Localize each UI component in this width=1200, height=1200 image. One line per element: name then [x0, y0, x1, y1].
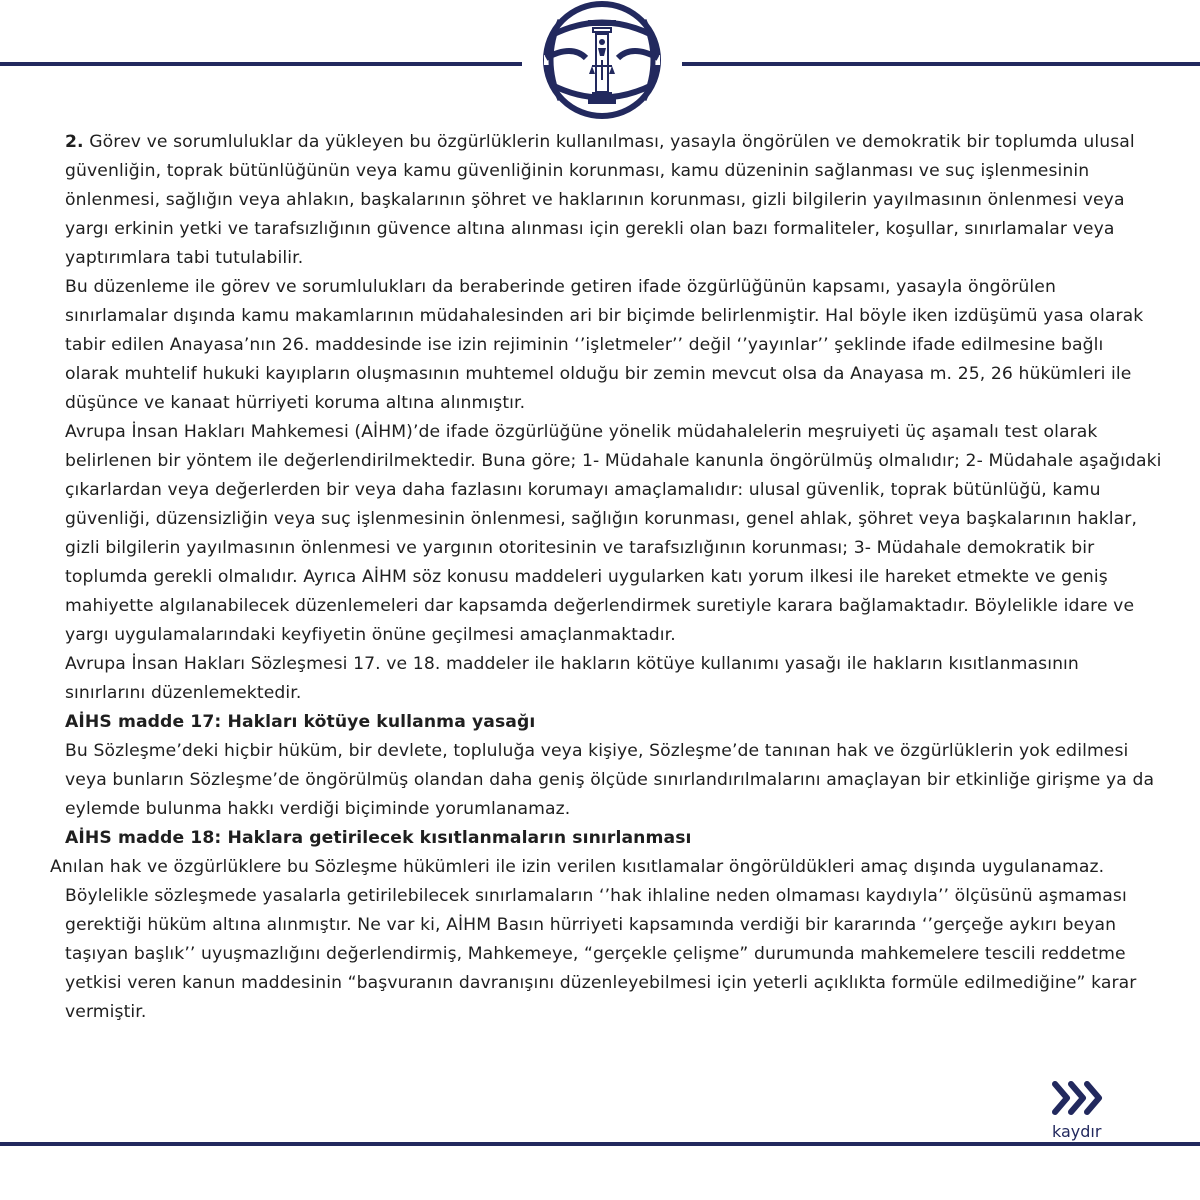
paragraph-6: Anılan hak ve özgürlüklere bu Sözleşme hükümleri ile izin verilen kısıtlamalar öngörüldükleri amaç dışında uygulanamaz.	[50, 857, 1105, 877]
paragraph-text: Görev ve sorumluluklar da yükleyen bu özgürlüklerin kullanılması, yasayla öngörülen ve demokratik bir toplumda ulusal güvenliğin, toprak bütünlüğünün veya kamu güvenliğinin korunması, kamu düzeninin sağlanması ve suç işlenmesinin önlenmesi, sağlığın veya ahlakın, başkalarının şöhret ve haklarının korunması, gizli bilgilerin yayılmasının önlenmesi veya yargı erkinin yetki ve tarafsızlığının güvence altına alınması için gerekli olan bazı formaliteler, koşullar, sınırlamalar veya yaptırımlara tabi tutulabilir.	[65, 132, 1135, 268]
paragraph-3: Avrupa İnsan Hakları Mahkemesi (AİHM)’de ifade özgürlüğüne yönelik müdahalelerin meşruiyeti üç aşamalı test olarak belirlenen bir yöntem ile değerlendirilmektedir. Buna göre; 1- Müdahale kanunla öngörülmüş olmalıdır; 2- Müdahale aşağıdaki çıkarlardan veya değerlerden bir veya daha fazlasını korumayı amaçlamalıdır: ulusal güvenlik, toprak bütünlüğü, kamu güvenliği, düzensizliğin veya suç işlenmesinin önlenmesi, sağlığın korunması, genel ahlak, şöhret veya başkalarının haklar, gizli bilgilerin yayılmasının önlenmesi ve yargının otoritesinin ve tarafsızlığının korunması; 3- Müdahale demokratik bir toplumda gerekli olmalıdır. Ayrıca AİHM söz konusu maddeleri uygularken katı yorum ilkesi ile hareket etmekte ve geniş mahiyette algılanabilecek düzenlemeleri dar kapsamda değerlendirmek suretiyle karara bağlamaktadır. Böylelikle idare ve yargı uygulamalarındaki keyfiyetin önüne geçilmesi amaçlanmaktadır.	[65, 422, 1162, 645]
logo	[522, 0, 682, 120]
paragraph-5: Bu Sözleşme’deki hiçbir hüküm, bir devlete, topluluğa veya kişiye, Sözleşme’de tanınan hak ve özgürlüklerin yok edilmesi veya bunların Sözleşme’de öngörülmüş olandan daha geniş ölçüde sınırlandırılmalarını amaçlayan bir etkinliğe girişme ya da eylemde bulunma hakkı verdiği biçiminde yorumlanamaz.	[65, 741, 1155, 819]
heading-article-17: AİHS madde 17: Hakları kötüye kullanma yasağı	[65, 712, 536, 732]
paragraph-1	[40, 128, 1162, 273]
bottom-divider	[0, 1142, 1200, 1146]
paragraph-number: 2.	[65, 132, 84, 152]
heading-article-18: AİHS madde 18: Haklara getirilecek kısıtlanmaların sınırlanması	[65, 828, 692, 848]
triple-chevron-right-icon	[1052, 1080, 1106, 1116]
article-body	[40, 128, 1162, 1027]
swipe-label: kaydır	[1052, 1122, 1102, 1141]
paragraph-4: Avrupa İnsan Hakları Sözleşmesi 17. ve 18. maddeler ile hakların kötüye kullanımı yasağı ile hakların kısıtlanmasının sınırlarını düzenlemektedir.	[65, 654, 1079, 703]
swipe-next-button[interactable]	[1040, 1076, 1120, 1146]
paragraph-2: Bu düzenleme ile görev ve sorumlulukları da beraberinde getiren ifade özgürlüğünün kapsamı, yasayla öngörülen sınırlamalar dışında kamu makamlarının müdahalesinden ari bir biçimde belirlenmiştir. Hal böyle iken izdüşümü yasa olarak tabir edilen Anayasa’nın 26. maddesinde ise izin rejiminin ‘’işletmeler’’ değil ‘’yayınlar’’ şeklinde ifade edilmesine bağlı olarak muhtelif hukuki kayıpların oluşmasının muhtemel olduğu bir zemin mevcut olsa da Anayasa m. 25, 26 hükümleri ile düşünce ve kanaat hürriyeti koruma altına alınmıştır.	[65, 277, 1144, 413]
globe-scales-of-justice-logo-icon	[522, 0, 682, 120]
paragraph-7: Böylelikle sözleşmede yasalarla getirilebilecek sınırlamaların ‘’hak ihlaline neden olmaması kaydıyla’’ ölçüsünü aşmaması gerektiği hüküm altına alınmıştır. Ne var ki, AİHM Basın hürriyeti kapsamında verdiği bir kararında ‘’gerçeğe aykırı beyan taşıyan başlık’’ uyuşmazlığını değerlendirmiş, Mahkemeye, “gerçekle çelişme” durumunda mahkemelere tescili reddetme yetkisi veren kanun maddesinin “başvuranın davranışını düzenleyebilmesi için yeterli açıklıkta formüle edilmediğine” karar vermiştir.	[65, 886, 1137, 1022]
